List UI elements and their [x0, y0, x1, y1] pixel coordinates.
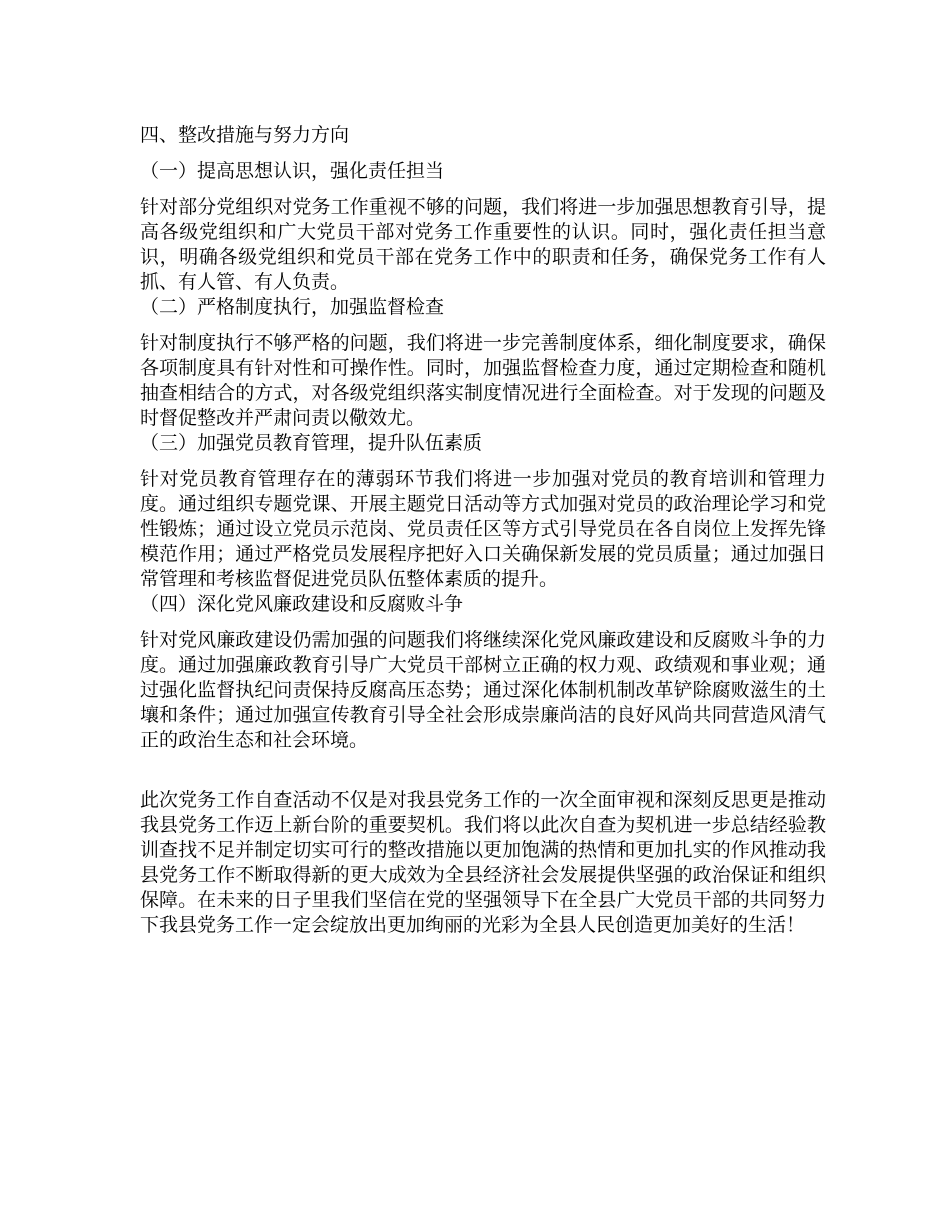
subsection-heading-3: （三）加强党员教育管理，提升队伍素质 — [140, 432, 483, 454]
document-section-title: 四、整改措施与努力方向 — [140, 124, 350, 146]
subsection-body-4: 针对党风廉政建设仍需加强的问题我们将继续深化党风廉政建设和反腐败斗争的力度。通过加强廉政教育引导广大党员干部树立正确的权力观、政绩观和事业观；通过强化监督执纪问责保持反腐高压态势；通过深化体制机制改革铲除腐败滋生的土壤和条件；通过加强宣传教育引导全社会形成崇廉尚洁的良好风尚共同营造风清气正的政治生态和社会环境。 — [140, 629, 826, 751]
subsection-heading-4: （四）深化党风廉政建设和反腐败斗争 — [140, 593, 464, 615]
subsection-body-3: 针对党员教育管理存在的薄弱环节我们将进一步加强对党员的教育培训和管理力度。通过组织专题党课、开展主题党日活动等方式加强对党员的政治理论学习和党性锻炼；通过设立党员示范岗、党员责任区等方式引导党员在各自岗位上发挥先锋模范作用；通过严格党员发展程序把好入口关确保新发展的党员质量；通过加强日常管理和考核监督促进党员队伍整体素质的提升。 — [140, 468, 826, 590]
closing-paragraph: 此次党务工作自查活动不仅是对我县党务工作的一次全面审视和深刻反思更是推动我县党务工作迈上新台阶的重要契机。我们将以此次自查为契机进一步总结经验教训查找不足并制定切实可行的整改措施以更加饱满的热情和更加扎实的作风推动我县党务工作不断取得新的更大成效为全县经济社会发展提供坚强的政治保证和组织保障。在未来的日子里我们坚信在党的坚强领导下在全县广大党员干部的共同努力下我县党务工作一定会绽放出更加绚丽的光彩为全县人民创造更加美好的生活！ — [140, 789, 826, 936]
subsection-heading-1: （一）提高思想认识，强化责任担当 — [140, 160, 445, 182]
subsection-heading-2: （二）严格制度执行，加强监督检查 — [140, 296, 445, 318]
subsection-body-2: 针对制度执行不够严格的问题，我们将进一步完善制度体系，细化制度要求，确保各项制度具有针对性和可操作性。同时，加强监督检查力度，通过定期检查和随机抽查相结合的方式，对各级党组织落实制度情况进行全面检查。对于发现的问题及时督促整改并严肃问责以儆效尤。 — [140, 332, 826, 429]
subsection-body-1: 针对部分党组织对党务工作重视不够的问题，我们将进一步加强思想教育引导，提高各级党组织和广大党员干部对党务工作重要性的认识。同时，强化责任担当意识，明确各级党组织和党员干部在党务工作中的职责和任务，确保党务工作有人抓、有人管、有人负责。 — [140, 196, 826, 293]
